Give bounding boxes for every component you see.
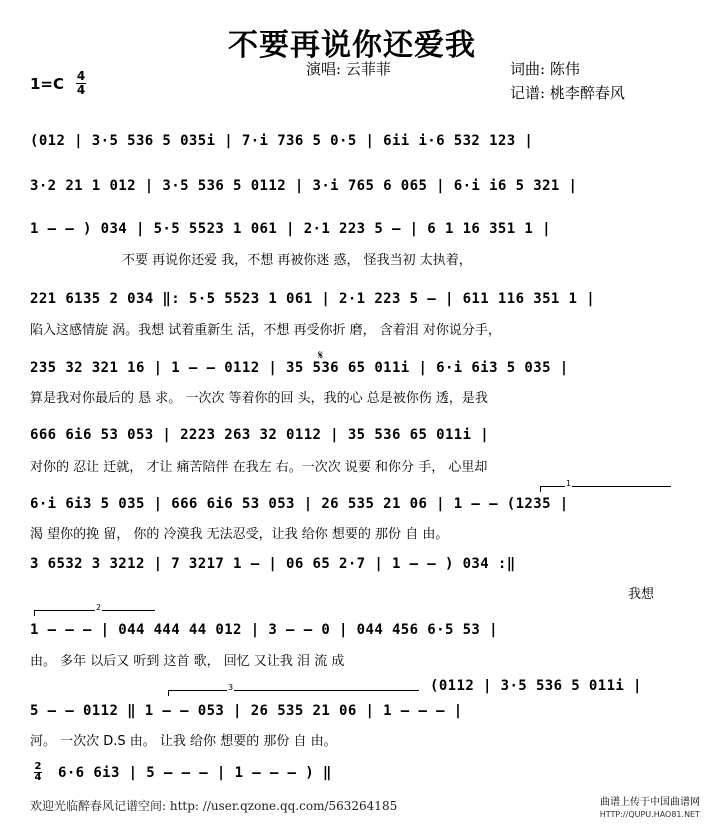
lyrics-row-3: 不要 再说你还爱 我，不想 再被你迷 惑， 怪我当初 太执着， bbox=[122, 253, 472, 268]
lyrics-row-10: 河。 一次次 D.S 由。 让我 给你 想要的 那份 自 由。 bbox=[30, 734, 337, 749]
notation-row-3: 1 – – ) 034 | 5·5 5523 1 061 | 2·1 223 5 – | 6 1 16 351 1 | bbox=[30, 221, 551, 237]
key-signature: 1=C bbox=[30, 75, 65, 93]
time-change-top: 2 bbox=[34, 761, 42, 772]
transcriber-credit: 记谱: 桃李醉春风 bbox=[510, 84, 625, 102]
notation-row-8: 3 6532 3 3212 | 7 3217 1 – | 06 65 2·7 | 1 – – ) 034 :‖ bbox=[30, 556, 516, 572]
volta-bracket-2 bbox=[34, 603, 155, 616]
lyrics-row-9: 由。 多年 以后又 听到 这首 歌， 回忆 又让我 泪 流 成 bbox=[30, 654, 345, 669]
volta-number-2: 2 bbox=[96, 603, 102, 612]
volta-number-3: 3 bbox=[228, 683, 234, 692]
lyrics-row-5: 算是我对你最后的 恳 求。 一次次 等着你的回 头，我的心 总是被你伤 透，是我 bbox=[30, 391, 488, 406]
notation-row-2: 3·2 21 1 012 | 3·5 536 5 0112 | 3·i 765 6 065 | 6·i i6 5 321 | bbox=[30, 178, 578, 194]
time-signature-bottom: 4 bbox=[76, 83, 86, 97]
site-watermark-line1: 曲谱上传于中国曲谱网 bbox=[600, 797, 700, 808]
notation-row-4: 221 6135 2 034 ‖: 5·5 5523 1 061 | 2·1 223 5 – | 611 116 351 1 | bbox=[30, 291, 596, 307]
time-change-bottom: 4 bbox=[34, 772, 42, 783]
time-change-sign bbox=[34, 762, 42, 783]
notation-row-1: (012 | 3·5 536 5 035i | 7·i 736 5 0·5 | 6ii i·6 532 123 | bbox=[30, 133, 534, 149]
volta-bracket-3 bbox=[168, 683, 419, 696]
song-title: 不要再说你还爱我 bbox=[228, 28, 476, 63]
site-watermark-line2: HTTP://QUPU.HAO81.NET bbox=[599, 810, 700, 819]
footer-text: 欢迎光临醉春风记谱空间: http: //user.qzone.qq.com/563264185 bbox=[30, 799, 398, 813]
lyrics-row-7: 渴 望你的挽 留， 你的 冷漠我 无法忍受，让我 给你 想要的 那份 自 由。 bbox=[30, 527, 449, 542]
notation-row-6: 666 6i6 53 053 | 2223 263 32 0112 | 35 536 65 011i | bbox=[30, 427, 490, 443]
time-signature-top: 4 bbox=[76, 69, 86, 83]
lyrics-row-4: 陷入这感情旋 涡。我想 试着重新生 活，不想 再受你折 磨， 含着泪 对你说分手， bbox=[30, 323, 501, 338]
notation-row-10: 5 – – 0112 ‖ 1 – – 053 | 26 535 21 06 | 1 – – – | bbox=[30, 703, 463, 719]
notation-pickup: (0112 | 3·5 536 5 011i | bbox=[430, 678, 642, 694]
time-signature bbox=[76, 70, 86, 97]
notation-row-5: 235 32 321 16 | 1 – – 0112 | 35 536 65 011i | 6·i 6i3 5 035 | bbox=[30, 360, 569, 376]
singer-credit: 演唱: 云菲菲 bbox=[306, 60, 391, 78]
volta-bracket-1 bbox=[540, 479, 671, 492]
site-watermark bbox=[600, 797, 700, 821]
notation-row-11: 6·6 6i3 | 5 – – – | 1 – – – ) ‖ bbox=[58, 765, 332, 781]
notation-row-7: 6·i 6i3 5 035 | 666 6i6 53 053 | 26 535 21 06 | 1 – – (1235 | bbox=[30, 496, 569, 512]
lyrics-row-8: 我想 bbox=[628, 587, 655, 602]
lyricist-credit: 词曲: 陈伟 bbox=[510, 60, 580, 78]
lyrics-row-6: 对你的 忍让 迁就， 才让 痛苦陪伴 在我左 右。一次次 说要 和你分 手， 心里却 bbox=[30, 460, 488, 475]
segno-sign: 𝄋 bbox=[318, 348, 324, 362]
notation-row-9: 1 – – – | 044 444 44 012 | 3 – – 0 | 044 456 6·5 53 | bbox=[30, 622, 498, 638]
volta-number-1: 1 bbox=[566, 479, 572, 488]
